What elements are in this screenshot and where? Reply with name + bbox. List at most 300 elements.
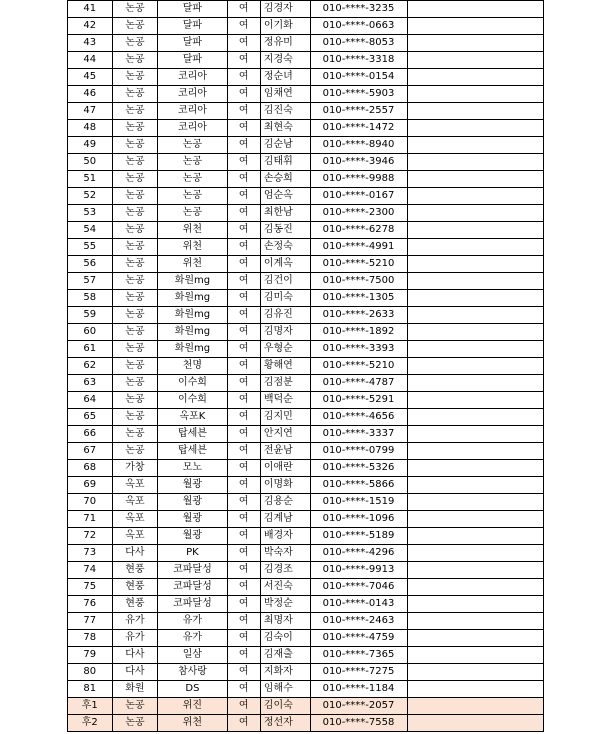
cell-name: 이애란 <box>260 460 310 477</box>
cell-gender: 여 <box>227 205 260 222</box>
table-row <box>68 511 544 528</box>
table-row <box>68 358 544 375</box>
cell-team: 논공 <box>112 52 158 69</box>
cell-name: 최명자 <box>260 613 310 630</box>
cell-number: 61 <box>68 341 113 358</box>
table-row <box>68 477 544 494</box>
cell-phone: 010-****-3235 <box>310 1 407 18</box>
cell-group: 논공 <box>158 171 227 188</box>
cell-empty <box>408 477 544 494</box>
table-row <box>68 596 544 613</box>
cell-gender: 여 <box>227 256 260 273</box>
cell-name: 김순남 <box>260 137 310 154</box>
cell-phone: 010-****-2557 <box>310 103 407 120</box>
cell-gender: 여 <box>227 69 260 86</box>
cell-name: 백덕순 <box>260 392 310 409</box>
cell-empty <box>408 171 544 188</box>
cell-team: 다사 <box>112 664 158 681</box>
cell-team: 가창 <box>112 460 158 477</box>
cell-number: 47 <box>68 103 113 120</box>
cell-gender: 여 <box>227 596 260 613</box>
cell-number: 51 <box>68 171 113 188</box>
cell-name: 김진숙 <box>260 103 310 120</box>
cell-name: 지화자 <box>260 664 310 681</box>
cell-number: 58 <box>68 290 113 307</box>
table-row <box>68 375 544 392</box>
cell-team: 화원 <box>112 681 158 698</box>
cell-empty <box>408 596 544 613</box>
cell-number: 66 <box>68 426 113 443</box>
cell-gender: 여 <box>227 664 260 681</box>
cell-group: 코리아 <box>158 69 227 86</box>
cell-name: 김계남 <box>260 511 310 528</box>
cell-phone: 010-****-1519 <box>310 494 407 511</box>
cell-name: 정순녀 <box>260 69 310 86</box>
cell-gender: 여 <box>227 443 260 460</box>
cell-name: 박정순 <box>260 596 310 613</box>
cell-number: 67 <box>68 443 113 460</box>
cell-gender: 여 <box>227 341 260 358</box>
cell-gender: 여 <box>227 647 260 664</box>
cell-name: 김숙이 <box>260 630 310 647</box>
table-row <box>68 494 544 511</box>
cell-gender: 여 <box>227 477 260 494</box>
cell-gender: 여 <box>227 120 260 137</box>
cell-team: 논공 <box>112 103 158 120</box>
cell-group: 달파 <box>158 52 227 69</box>
cell-name: 임채연 <box>260 86 310 103</box>
cell-team: 옥포 <box>112 528 158 545</box>
cell-empty <box>408 426 544 443</box>
cell-group: 위천 <box>158 715 227 732</box>
cell-number: 42 <box>68 18 113 35</box>
cell-team: 논공 <box>112 290 158 307</box>
cell-phone: 010-****-0799 <box>310 443 407 460</box>
cell-phone: 010-****-7558 <box>310 715 407 732</box>
cell-number: 48 <box>68 120 113 137</box>
cell-phone: 010-****-5210 <box>310 358 407 375</box>
cell-empty <box>408 307 544 324</box>
cell-number: 73 <box>68 545 113 562</box>
cell-group: 참사랑 <box>158 664 227 681</box>
cell-name: 김미숙 <box>260 290 310 307</box>
cell-group: 위진 <box>158 698 227 715</box>
table-row <box>68 18 544 35</box>
cell-group: 일삼 <box>158 647 227 664</box>
cell-number: 54 <box>68 222 113 239</box>
cell-group: 월광 <box>158 528 227 545</box>
cell-gender: 여 <box>227 392 260 409</box>
table-row <box>68 613 544 630</box>
cell-number: 70 <box>68 494 113 511</box>
table-row <box>68 154 544 171</box>
cell-gender: 여 <box>227 494 260 511</box>
cell-name: 최현숙 <box>260 120 310 137</box>
table-row <box>68 698 544 715</box>
cell-empty <box>408 18 544 35</box>
cell-name: 박숙자 <box>260 545 310 562</box>
cell-phone: 010-****-3318 <box>310 52 407 69</box>
cell-gender: 여 <box>227 630 260 647</box>
cell-empty <box>408 647 544 664</box>
cell-name: 정선자 <box>260 715 310 732</box>
cell-name: 임해수 <box>260 681 310 698</box>
cell-name: 엄순옥 <box>260 188 310 205</box>
cell-name: 손정숙 <box>260 239 310 256</box>
cell-number: 79 <box>68 647 113 664</box>
cell-empty <box>408 324 544 341</box>
cell-gender: 여 <box>227 460 260 477</box>
table-row <box>68 409 544 426</box>
cell-phone: 010-****-5291 <box>310 392 407 409</box>
table-row <box>68 341 544 358</box>
cell-gender: 여 <box>227 375 260 392</box>
cell-empty <box>408 273 544 290</box>
cell-phone: 010-****-4991 <box>310 239 407 256</box>
cell-empty <box>408 562 544 579</box>
cell-name: 김유진 <box>260 307 310 324</box>
cell-phone: 010-****-0143 <box>310 596 407 613</box>
cell-empty <box>408 630 544 647</box>
cell-number: 55 <box>68 239 113 256</box>
table-row <box>68 205 544 222</box>
cell-gender: 여 <box>227 1 260 18</box>
cell-number: 77 <box>68 613 113 630</box>
cell-name: 이기화 <box>260 18 310 35</box>
cell-name: 서진숙 <box>260 579 310 596</box>
table-row <box>68 120 544 137</box>
cell-phone: 010-****-4296 <box>310 545 407 562</box>
cell-gender: 여 <box>227 324 260 341</box>
cell-number: 46 <box>68 86 113 103</box>
cell-group: 코파달성 <box>158 579 227 596</box>
cell-gender: 여 <box>227 222 260 239</box>
cell-phone: 010-****-1305 <box>310 290 407 307</box>
cell-group: 화원mg <box>158 290 227 307</box>
cell-number: 74 <box>68 562 113 579</box>
cell-phone: 010-****-7365 <box>310 647 407 664</box>
cell-gender: 여 <box>227 426 260 443</box>
cell-name: 최한남 <box>260 205 310 222</box>
cell-empty <box>408 664 544 681</box>
cell-number: 56 <box>68 256 113 273</box>
cell-empty <box>408 409 544 426</box>
cell-number: 49 <box>68 137 113 154</box>
cell-group: 위천 <box>158 256 227 273</box>
cell-phone: 010-****-5210 <box>310 256 407 273</box>
table-row <box>68 647 544 664</box>
cell-gender: 여 <box>227 579 260 596</box>
cell-group: 화원mg <box>158 273 227 290</box>
cell-team: 논공 <box>112 222 158 239</box>
table-row <box>68 290 544 307</box>
cell-name: 손승희 <box>260 171 310 188</box>
cell-phone: 010-****-1892 <box>310 324 407 341</box>
cell-phone: 010-****-0663 <box>310 18 407 35</box>
table-row <box>68 630 544 647</box>
cell-number: 80 <box>68 664 113 681</box>
cell-empty <box>408 341 544 358</box>
cell-number: 59 <box>68 307 113 324</box>
cell-group: 코파달성 <box>158 596 227 613</box>
table-row <box>68 579 544 596</box>
cell-team: 논공 <box>112 154 158 171</box>
cell-group: 화원mg <box>158 341 227 358</box>
cell-number: 53 <box>68 205 113 222</box>
cell-empty <box>408 154 544 171</box>
cell-team: 논공 <box>112 1 158 18</box>
table-row <box>68 664 544 681</box>
cell-phone: 010-****-2300 <box>310 205 407 222</box>
cell-team: 논공 <box>112 307 158 324</box>
table-row <box>68 137 544 154</box>
cell-group: 월광 <box>158 494 227 511</box>
cell-team: 현풍 <box>112 579 158 596</box>
cell-gender: 여 <box>227 681 260 698</box>
cell-empty <box>408 86 544 103</box>
cell-number: 69 <box>68 477 113 494</box>
cell-team: 논공 <box>112 35 158 52</box>
cell-empty <box>408 1 544 18</box>
cell-phone: 010-****-0167 <box>310 188 407 205</box>
cell-group: 천명 <box>158 358 227 375</box>
cell-empty <box>408 256 544 273</box>
table-row <box>68 443 544 460</box>
cell-group: 위천 <box>158 239 227 256</box>
cell-empty <box>408 579 544 596</box>
cell-group: 코리아 <box>158 103 227 120</box>
cell-gender: 여 <box>227 545 260 562</box>
cell-empty <box>408 290 544 307</box>
cell-group: 탑세븐 <box>158 443 227 460</box>
cell-group: PK <box>158 545 227 562</box>
cell-empty <box>408 715 544 732</box>
cell-phone: 010-****-5326 <box>310 460 407 477</box>
cell-group: 월광 <box>158 477 227 494</box>
roster-table <box>67 0 544 732</box>
table-row <box>68 545 544 562</box>
cell-empty <box>408 205 544 222</box>
table-row <box>68 715 544 732</box>
cell-number: 81 <box>68 681 113 698</box>
cell-number: 68 <box>68 460 113 477</box>
cell-group: 코리아 <box>158 120 227 137</box>
cell-team: 논공 <box>112 120 158 137</box>
cell-gender: 여 <box>227 137 260 154</box>
cell-group: 논공 <box>158 188 227 205</box>
cell-number: 72 <box>68 528 113 545</box>
table-row <box>68 273 544 290</box>
cell-team: 논공 <box>112 137 158 154</box>
cell-group: 논공 <box>158 154 227 171</box>
cell-team: 유가 <box>112 613 158 630</box>
cell-empty <box>408 392 544 409</box>
cell-number: 57 <box>68 273 113 290</box>
cell-empty <box>408 681 544 698</box>
cell-empty <box>408 698 544 715</box>
table-row <box>68 86 544 103</box>
cell-name: 황해연 <box>260 358 310 375</box>
table-row <box>68 256 544 273</box>
cell-gender: 여 <box>227 511 260 528</box>
cell-name: 이계옥 <box>260 256 310 273</box>
cell-team: 논공 <box>112 69 158 86</box>
table-row <box>68 460 544 477</box>
cell-gender: 여 <box>227 409 260 426</box>
table-row <box>68 307 544 324</box>
cell-name: 김재출 <box>260 647 310 664</box>
cell-number: 60 <box>68 324 113 341</box>
cell-group: 위천 <box>158 222 227 239</box>
cell-group: 모노 <box>158 460 227 477</box>
cell-team: 논공 <box>112 358 158 375</box>
cell-group: 유가 <box>158 613 227 630</box>
cell-team: 논공 <box>112 205 158 222</box>
cell-empty <box>408 613 544 630</box>
cell-team: 논공 <box>112 443 158 460</box>
cell-team: 논공 <box>112 18 158 35</box>
cell-gender: 여 <box>227 290 260 307</box>
cell-gender: 여 <box>227 528 260 545</box>
table-row <box>68 52 544 69</box>
cell-team: 논공 <box>112 324 158 341</box>
cell-phone: 010-****-2633 <box>310 307 407 324</box>
cell-gender: 여 <box>227 613 260 630</box>
cell-number: 63 <box>68 375 113 392</box>
cell-number: 43 <box>68 35 113 52</box>
cell-number: 후2 <box>68 715 113 732</box>
cell-empty <box>408 511 544 528</box>
cell-number: 64 <box>68 392 113 409</box>
cell-phone: 010-****-7500 <box>310 273 407 290</box>
cell-gender: 여 <box>227 35 260 52</box>
cell-name: 우형순 <box>260 341 310 358</box>
cell-name: 배경자 <box>260 528 310 545</box>
cell-number: 76 <box>68 596 113 613</box>
cell-phone: 010-****-8940 <box>310 137 407 154</box>
cell-gender: 여 <box>227 154 260 171</box>
cell-group: 화원mg <box>158 307 227 324</box>
cell-empty <box>408 69 544 86</box>
cell-team: 논공 <box>112 715 158 732</box>
cell-phone: 010-****-3393 <box>310 341 407 358</box>
cell-group: 달파 <box>158 35 227 52</box>
cell-phone: 010-****-3337 <box>310 426 407 443</box>
table-row <box>68 392 544 409</box>
cell-number: 71 <box>68 511 113 528</box>
cell-number: 41 <box>68 1 113 18</box>
cell-team: 논공 <box>112 698 158 715</box>
cell-empty <box>408 222 544 239</box>
cell-number: 44 <box>68 52 113 69</box>
cell-team: 논공 <box>112 426 158 443</box>
cell-team: 논공 <box>112 86 158 103</box>
cell-group: 유가 <box>158 630 227 647</box>
roster-body <box>68 1 544 732</box>
cell-gender: 여 <box>227 715 260 732</box>
cell-name: 김경자 <box>260 1 310 18</box>
cell-team: 논공 <box>112 375 158 392</box>
cell-phone: 010-****-1096 <box>310 511 407 528</box>
cell-team: 논공 <box>112 409 158 426</box>
cell-group: 코파달성 <box>158 562 227 579</box>
cell-empty <box>408 239 544 256</box>
cell-phone: 010-****-0154 <box>310 69 407 86</box>
cell-group: 코리아 <box>158 86 227 103</box>
cell-phone: 010-****-1184 <box>310 681 407 698</box>
cell-phone: 010-****-3946 <box>310 154 407 171</box>
cell-empty <box>408 528 544 545</box>
cell-group: 달파 <box>158 18 227 35</box>
cell-name: 김용순 <box>260 494 310 511</box>
table-row <box>68 681 544 698</box>
table-row <box>68 69 544 86</box>
cell-name: 안지연 <box>260 426 310 443</box>
cell-phone: 010-****-4759 <box>310 630 407 647</box>
cell-team: 현풍 <box>112 562 158 579</box>
cell-name: 지경숙 <box>260 52 310 69</box>
cell-empty <box>408 358 544 375</box>
table-row <box>68 324 544 341</box>
cell-empty <box>408 137 544 154</box>
cell-number: 후1 <box>68 698 113 715</box>
cell-team: 다사 <box>112 647 158 664</box>
cell-name: 김건이 <box>260 273 310 290</box>
table-row <box>68 103 544 120</box>
cell-gender: 여 <box>227 188 260 205</box>
cell-number: 75 <box>68 579 113 596</box>
cell-gender: 여 <box>227 698 260 715</box>
cell-name: 김태휘 <box>260 154 310 171</box>
table-row <box>68 562 544 579</box>
cell-name: 김점분 <box>260 375 310 392</box>
cell-empty <box>408 494 544 511</box>
cell-number: 52 <box>68 188 113 205</box>
cell-name: 김명자 <box>260 324 310 341</box>
cell-gender: 여 <box>227 18 260 35</box>
cell-group: 옥포K <box>158 409 227 426</box>
cell-name: 김동진 <box>260 222 310 239</box>
cell-team: 논공 <box>112 239 158 256</box>
cell-empty <box>408 460 544 477</box>
cell-group: 화원mg <box>158 324 227 341</box>
cell-team: 논공 <box>112 341 158 358</box>
cell-name: 김경조 <box>260 562 310 579</box>
cell-phone: 010-****-4656 <box>310 409 407 426</box>
cell-team: 옥포 <box>112 511 158 528</box>
cell-group: 논공 <box>158 205 227 222</box>
cell-team: 유가 <box>112 630 158 647</box>
cell-gender: 여 <box>227 103 260 120</box>
cell-number: 78 <box>68 630 113 647</box>
cell-group: 달파 <box>158 1 227 18</box>
cell-phone: 010-****-1472 <box>310 120 407 137</box>
cell-gender: 여 <box>227 358 260 375</box>
cell-gender: 여 <box>227 171 260 188</box>
cell-number: 62 <box>68 358 113 375</box>
cell-name: 정유미 <box>260 35 310 52</box>
cell-group: 논공 <box>158 137 227 154</box>
cell-team: 논공 <box>112 273 158 290</box>
cell-phone: 010-****-7275 <box>310 664 407 681</box>
table-row <box>68 188 544 205</box>
table-row <box>68 239 544 256</box>
cell-group: 월광 <box>158 511 227 528</box>
cell-name: 이명화 <box>260 477 310 494</box>
cell-phone: 010-****-5189 <box>310 528 407 545</box>
cell-empty <box>408 120 544 137</box>
cell-phone: 010-****-2463 <box>310 613 407 630</box>
